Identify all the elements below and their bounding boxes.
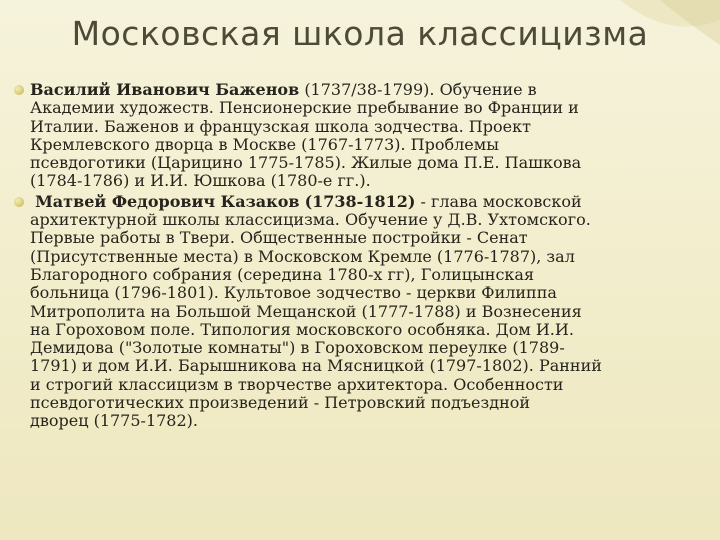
- architect-years: (1738-1812): [304, 191, 416, 211]
- text-line: Митрополита на Большой Мещанской (1777-1788) и Вознесения: [30, 301, 582, 321]
- bullet-item-kazakov: [14, 193, 700, 431]
- text-line: псевдоготики (Царицино 1775-1785). Жилые дома П.Е. Пашкова: [30, 153, 582, 173]
- architect-name: Василий Иванович Баженов: [30, 80, 300, 99]
- bullet-item-bazhenov: [14, 81, 700, 191]
- text-line: дворец (1775-1782).: [30, 411, 198, 431]
- bullet-first-line: [30, 81, 700, 99]
- text-line: Италии. Баженов и французская школа зодчества. Проект: [30, 116, 531, 136]
- architect-years: (1737/38-1799): [304, 80, 430, 99]
- text-line: больница (1796-1801). Культовое зодчество - церкви Филиппа: [30, 283, 557, 303]
- text-line: на Гороховом поле. Типология московского особняка. Дом И.И.: [30, 319, 574, 339]
- bullet-list: [14, 81, 700, 431]
- text-line: Первые работы в Твери. Общественные постройки - Сенат: [30, 228, 528, 248]
- text-line: (Присутственные места) в Московском Кремле (1776-1787), зал: [30, 246, 575, 266]
- first-line-tail: - глава московской: [415, 191, 582, 211]
- text-line: псевдоготических произведений - Петровский подъездной: [30, 393, 531, 413]
- text-line: Демидова ("Золотые комнаты") в Гороховском переулке (1789-: [30, 338, 565, 358]
- text-line: архитектурной школы классицизма. Обучение у Д.В. Ухтомского.: [30, 210, 591, 230]
- text-line: 1791) и дом И.И. Барышникова на Мясницкой (1797-1802). Ранний: [30, 356, 602, 376]
- text-line: Кремлевского дворца в Москве (1767-1773). Проблемы: [30, 134, 499, 154]
- slide-title: Московская школа классицизма: [71, 14, 649, 53]
- bullet-dot-icon: [14, 197, 24, 207]
- architect-name: Матвей Федорович Казаков: [35, 191, 300, 211]
- text-line: Академии художеств. Пенсионерские пребывание во Франции и: [30, 98, 579, 118]
- bullet-dot-icon: [14, 85, 24, 95]
- text-line: Благородного собрания (середина 1780-х гг), Голицынская: [30, 264, 535, 284]
- bullet-first-line: [30, 193, 700, 211]
- text-line: (1784-1786) и И.И. Юшкова (1780-е гг.).: [30, 171, 371, 191]
- text-line: и строгий классицизм в творчестве архитектора. Особенности: [30, 374, 564, 394]
- first-line-tail: . Обучение в: [429, 80, 537, 99]
